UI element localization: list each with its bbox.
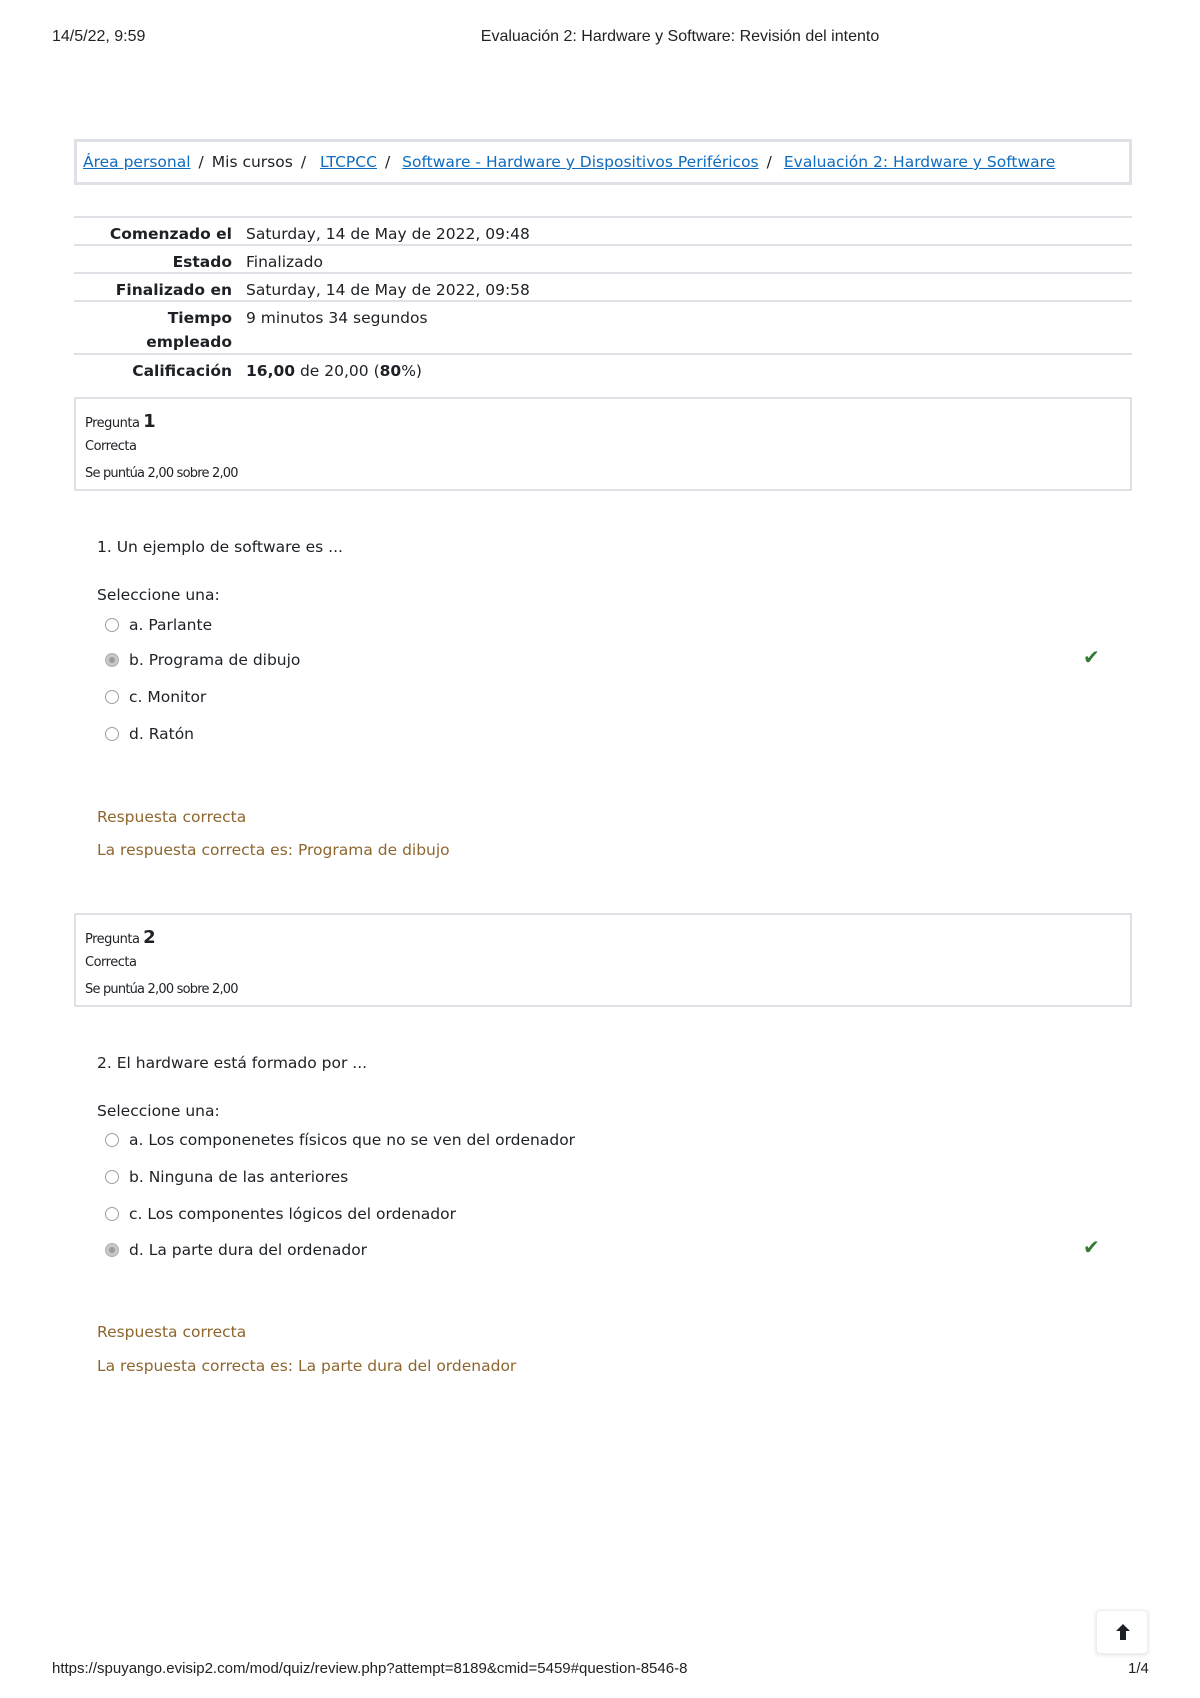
breadcrumb-separator: / bbox=[384, 153, 391, 171]
summary-value: Finalizado bbox=[246, 253, 323, 271]
print-header bbox=[0, 28, 1200, 50]
answer-label: a. Los componenetes físicos que no se ven del ordenador bbox=[129, 1131, 576, 1149]
print-date: 14/5/22, 9:59 bbox=[52, 28, 146, 45]
check-icon: ✔ bbox=[1083, 1235, 1100, 1259]
question-state: Correcta bbox=[85, 955, 137, 970]
radio-button-selected[interactable] bbox=[105, 653, 119, 667]
question-prompt: Seleccione una: bbox=[97, 586, 220, 604]
check-icon: ✔ bbox=[1083, 645, 1100, 669]
answer-option-2d[interactable] bbox=[105, 1235, 1105, 1265]
question-info-2 bbox=[74, 913, 1132, 1007]
radio-button[interactable] bbox=[105, 727, 119, 741]
breadcrumb-separator: / bbox=[198, 153, 204, 171]
radio-button[interactable] bbox=[105, 690, 119, 704]
grade-percent: 80 bbox=[379, 362, 402, 380]
question-state: Correcta bbox=[85, 439, 137, 454]
breadcrumb-item-mis-cursos: Mis cursos bbox=[211, 153, 293, 171]
question-prompt: Seleccione una: bbox=[97, 1102, 220, 1120]
summary-row-time bbox=[74, 300, 1132, 353]
question-grade: Se puntúa 2,00 sobre 2,00 bbox=[85, 466, 238, 481]
summary-value: Saturday, 14 de May de 2022, 09:48 bbox=[246, 225, 530, 243]
answer-option-1a[interactable] bbox=[105, 616, 1105, 640]
print-title: Evaluación 2: Hardware y Software: Revisión del intento bbox=[480, 28, 880, 45]
breadcrumb-separator: / bbox=[300, 153, 307, 171]
print-url: https://spuyango.evisip2.com/mod/quiz/review.php?attempt=8189&cmid=5459#question-8546-8 bbox=[52, 1660, 688, 1677]
summary-label-line: Tiempo bbox=[167, 309, 232, 327]
summary-label bbox=[82, 306, 232, 354]
radio-button[interactable] bbox=[105, 1207, 119, 1221]
question-prefix: Pregunta bbox=[85, 932, 140, 947]
summary-label-line: empleado bbox=[146, 333, 232, 351]
answer-label: d. Ratón bbox=[129, 725, 195, 743]
radio-button[interactable] bbox=[105, 1133, 119, 1147]
answer-option-2b[interactable] bbox=[105, 1168, 1105, 1192]
question-number bbox=[85, 927, 155, 948]
summary-label: Calificación bbox=[132, 362, 232, 380]
radio-button-selected[interactable] bbox=[105, 1243, 119, 1257]
grade-score: 16,00 bbox=[246, 362, 296, 380]
breadcrumb-item-quiz[interactable]: Evaluación 2: Hardware y Software bbox=[783, 153, 1056, 171]
back-to-top-button[interactable] bbox=[1096, 1610, 1148, 1654]
attempt-summary bbox=[74, 216, 1132, 385]
answer-option-2c[interactable] bbox=[105, 1205, 1105, 1229]
radio-button[interactable] bbox=[105, 1170, 119, 1184]
breadcrumb-item-section[interactable]: Software - Hardware y Dispositivos Periféricos bbox=[402, 153, 759, 171]
answer-option-1d[interactable] bbox=[105, 725, 1105, 749]
right-answer: La respuesta correcta es: La parte dura del ordenador bbox=[97, 1357, 517, 1375]
question-feedback: Respuesta correcta bbox=[97, 1323, 247, 1341]
breadcrumb-separator: / bbox=[766, 153, 772, 171]
summary-row-finished bbox=[74, 272, 1132, 300]
breadcrumb-item-course[interactable]: LTCPCC bbox=[320, 153, 377, 171]
question-text-1: 1. Un ejemplo de software es ... bbox=[97, 538, 343, 556]
answer-label: b. Ninguna de las anteriores bbox=[129, 1168, 349, 1186]
summary-label: Estado bbox=[172, 253, 232, 271]
question-info-1 bbox=[74, 397, 1132, 491]
print-page-number: 1/4 bbox=[1128, 1660, 1149, 1677]
question-grade: Se puntúa 2,00 sobre 2,00 bbox=[85, 982, 238, 997]
answer-option-1b[interactable] bbox=[105, 645, 1105, 675]
question-feedback: Respuesta correcta bbox=[97, 808, 247, 826]
grade-percent-end: %) bbox=[401, 362, 422, 380]
summary-label: Finalizado en bbox=[115, 281, 232, 299]
summary-label: Comenzado el bbox=[109, 225, 232, 243]
answer-label: d. La parte dura del ordenador bbox=[129, 1241, 368, 1259]
answer-label: c. Los componentes lógicos del ordenador bbox=[129, 1205, 456, 1223]
print-footer bbox=[0, 1660, 1200, 1682]
breadcrumb-item-area-personal[interactable]: Área personal bbox=[83, 153, 191, 171]
answer-label: b. Programa de dibujo bbox=[129, 651, 301, 669]
answer-option-1c[interactable] bbox=[105, 688, 1105, 712]
summary-row-grade bbox=[74, 353, 1132, 385]
question-num: 2 bbox=[143, 927, 156, 948]
question-text-2: 2. El hardware está formado por ... bbox=[97, 1054, 368, 1072]
summary-value: 9 minutos 34 segundos bbox=[246, 309, 428, 327]
answer-label: a. Parlante bbox=[129, 616, 213, 634]
question-number bbox=[85, 411, 155, 432]
answer-option-2a[interactable] bbox=[105, 1131, 1105, 1155]
question-num: 1 bbox=[143, 411, 156, 432]
arrow-up-icon bbox=[1115, 1623, 1131, 1641]
breadcrumb bbox=[74, 139, 1132, 185]
grade-total: de 20,00 ( bbox=[299, 362, 380, 380]
summary-row-started bbox=[74, 216, 1132, 244]
summary-value: Saturday, 14 de May de 2022, 09:58 bbox=[246, 281, 530, 299]
summary-row-state bbox=[74, 244, 1132, 272]
summary-value bbox=[246, 359, 422, 383]
answer-label: c. Monitor bbox=[129, 688, 207, 706]
right-answer: La respuesta correcta es: Programa de dibujo bbox=[97, 841, 450, 859]
question-prefix: Pregunta bbox=[85, 416, 140, 431]
radio-button[interactable] bbox=[105, 618, 119, 632]
